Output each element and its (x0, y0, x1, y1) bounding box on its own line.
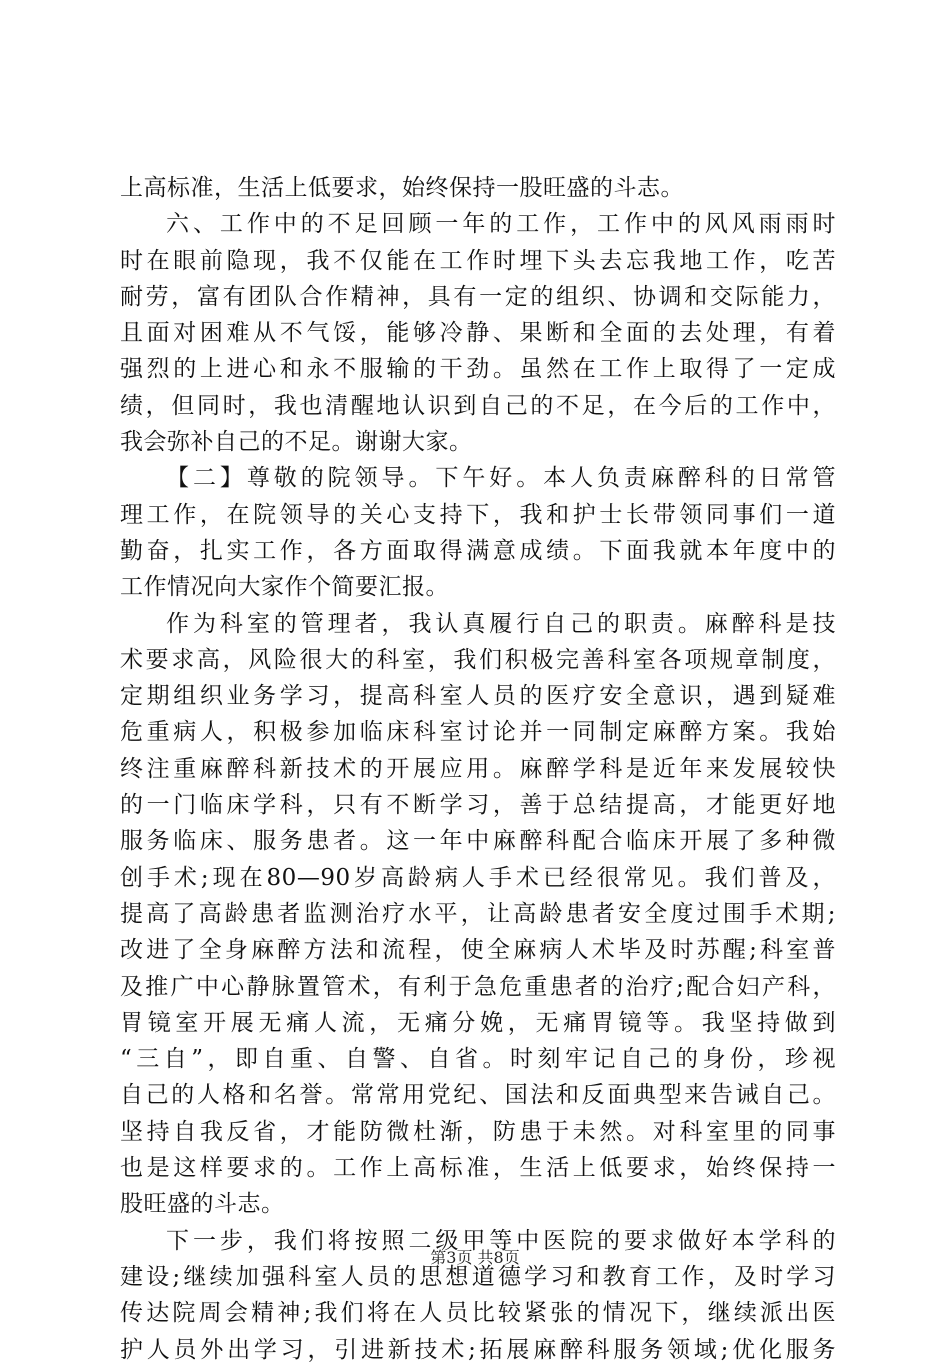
text-line: 【二】尊敬的院领导。下午好。本人负责麻醉科的日常管 (166, 465, 836, 492)
text-line: 的一门临床学科，只有不断学习，善于总结提高，才能更好地 (120, 792, 836, 819)
text-line: 股旺盛的斗志。 (120, 1191, 285, 1218)
text-line: 术要求高，风险很大的科室，我们积极完善科室各项规章制度， (120, 646, 836, 673)
text-line: 时在眼前隐现，我不仅能在工作时埋下头去忘我地工作，吃苦 (120, 247, 836, 274)
text-line: 工作情况向大家作个简要汇报。 (120, 574, 449, 601)
text-line: 上高标准，生活上低要求，始终保持一股旺盛的斗志。 (120, 175, 684, 201)
text-line: 绩，但同时，我也清醒地认识到自己的不足，在今后的工作中， (120, 392, 836, 419)
text-line: 我会弥补自己的不足。谢谢大家。 (120, 429, 473, 456)
text-line: 护人员外出学习，引进新技术;拓展麻醉科服务领域;优化服务 (120, 1336, 836, 1363)
text-line: 创手术;现在80—90岁高龄病人手术已经很常见。我们普及， (120, 864, 836, 891)
text-line: 自己的人格和名誉。常常用党纪、国法和反面典型来告诫自己。 (120, 1082, 836, 1109)
text-line: 下一步，我们将按照二级甲等中医院的要求做好本学科的 (166, 1227, 836, 1254)
text-line: 建设;继续加强科室人员的思想道德学习和教育工作，及时学习 (120, 1263, 836, 1290)
text-line: 也是这样要求的。工作上高标准，生活上低要求，始终保持一 (120, 1155, 836, 1182)
text-line: 耐劳，富有团队合作精神，具有一定的组织、协调和交际能力， (120, 283, 836, 310)
text-line: 提高了高龄患者监测治疗水平，让高龄患者安全度过围手术期; (120, 900, 836, 927)
text-line: “三自”，即自重、自警、自省。时刻牢记自己的身份，珍视 (120, 1046, 836, 1073)
body-text (120, 170, 836, 1368)
text-line: 服务临床、服务患者。这一年中麻醉科配合临床开展了多种微 (120, 828, 836, 855)
text-line: 坚持自我反省，才能防微杜渐，防患于未然。对科室里的同事 (120, 1118, 836, 1145)
text-line: 改进了全身麻醉方法和流程，使全麻病人术毕及时苏醒;科室普 (120, 937, 836, 964)
text-line: 作为科室的管理者，我认真履行自己的职责。麻醉科是技 (166, 610, 836, 637)
page-footer: 第3页 共8页 (430, 1248, 520, 1267)
text-line: 且面对困难从不气馁，能够冷静、果断和全面的去处理，有着 (120, 320, 836, 347)
text-line: 理工作，在院领导的关心支持下，我和护士长带领同事们一道 (120, 501, 836, 528)
text-line: 及推广中心静脉置管术，有利于急危重患者的治疗;配合妇产科， (120, 973, 836, 1000)
text-line: 传达院周会精神;我们将在人员比较紧张的情况下，继续派出医 (120, 1300, 836, 1327)
text-line: 终注重麻醉科新技术的开展应用。麻醉学科是近年来发展较快 (120, 755, 836, 782)
text-line: 六、工作中的不足回顾一年的工作，工作中的风风雨雨时 (166, 211, 836, 238)
text-line: 定期组织业务学习，提高科室人员的医疗安全意识，遇到疑难 (120, 683, 836, 710)
text-line: 强烈的上进心和永不服输的干劲。虽然在工作上取得了一定成 (120, 356, 836, 383)
text-line: 危重病人，积极参加临床科室讨论并一同制定麻醉方案。我始 (120, 719, 836, 746)
text-line: 胃镜室开展无痛人流，无痛分娩，无痛胃镜等。我坚持做到 (120, 1009, 836, 1036)
text-line: 勤奋，扎实工作，各方面取得满意成绩。下面我就本年度中的 (120, 537, 836, 564)
